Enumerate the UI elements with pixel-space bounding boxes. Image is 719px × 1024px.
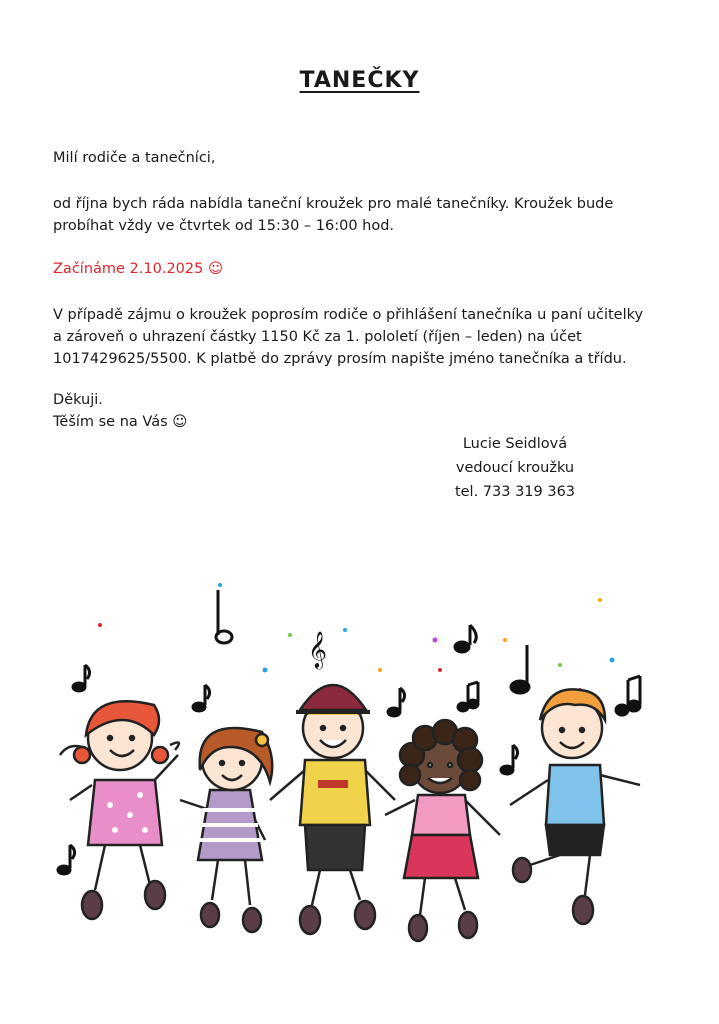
child-red-hair-icon xyxy=(60,701,179,919)
dancing-children-illustration xyxy=(0,560,719,960)
page-title xyxy=(0,68,719,93)
music-note-icon xyxy=(73,665,90,691)
info-line-3: 1017429625/5500. K platbě do zprávy prosím napište jméno tanečníka a třídu. xyxy=(53,351,627,367)
child-brown-hair-icon xyxy=(180,728,272,932)
intro-paragraph xyxy=(53,193,653,237)
closing-block xyxy=(53,389,653,433)
intro-line-2: probíhat vždy ve čtvrtek od 15:30 – 16:00 hod. xyxy=(53,218,395,234)
info-line-1: V případě zájmu o kroužek poprosím rodiče o přihlášení tanečníka u paní učitelky xyxy=(53,307,644,323)
music-note-icon xyxy=(458,682,478,711)
treble-clef-icon: 𝄞 xyxy=(308,630,327,668)
title-text: TANEČKY xyxy=(299,68,420,93)
start-notice: Začínáme 2.10.2025 ☺ xyxy=(53,261,224,277)
intro-line-1: od října bych ráda nabídla taneční kroužek pro malé tanečníky. Kroužek bude xyxy=(53,196,614,212)
music-note-icon xyxy=(455,625,476,652)
info-paragraph xyxy=(53,304,653,370)
signature-role: vedoucí kroužku xyxy=(455,460,575,476)
music-note-icon xyxy=(193,685,210,711)
child-hat-icon xyxy=(270,685,395,934)
music-note-icon xyxy=(216,590,232,643)
thanks-text: Děkuji. xyxy=(53,392,103,408)
music-note-icon xyxy=(58,845,75,874)
greeting: Milí rodiče a tanečníci, xyxy=(53,150,216,166)
signature-block xyxy=(440,432,590,504)
music-note-icon xyxy=(501,745,518,774)
child-blond-hair-icon xyxy=(510,689,640,924)
music-note-icon xyxy=(616,676,640,715)
closing-text: Těším se na Vás ☺ xyxy=(53,414,188,430)
signature-name: Lucie Seidlová xyxy=(462,436,568,452)
music-note-icon xyxy=(388,688,405,716)
signature-phone: tel. 733 319 363 xyxy=(454,484,576,500)
child-curly-hair-icon xyxy=(385,720,500,941)
music-note-icon xyxy=(511,645,529,693)
info-line-2: a zároveň o uhrazení částky 1150 Kč za 1. pololetí (říjen – leden) na účet xyxy=(53,329,582,345)
